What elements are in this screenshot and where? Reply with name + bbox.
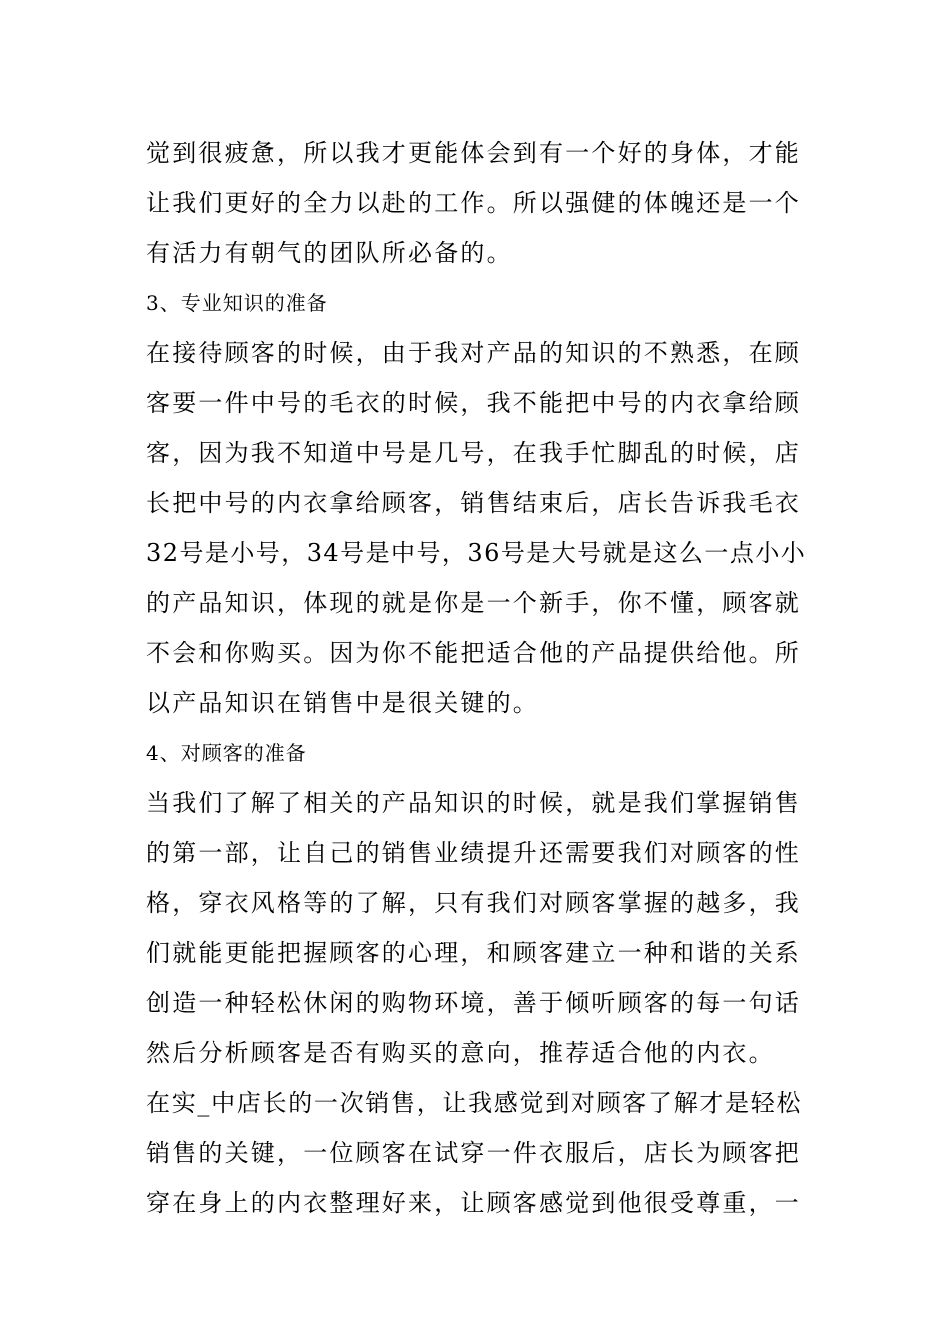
- text-line: 的第一部，让自己的销售业绩提升还需要我们对顾客的性: [146, 839, 801, 867]
- text-line: 长把中号的内衣拿给顾客，销售结束后，店长告诉我毛衣: [146, 489, 801, 517]
- text-line: 穿在身上的内衣整理好来，让顾客感觉到他很受尊重，一: [146, 1189, 801, 1217]
- text-line: 在实_中店长的一次销售，让我感觉到对顾客了解才是轻松: [146, 1089, 803, 1117]
- section-heading: 4、对顾客的准备: [146, 741, 307, 765]
- text-line: 让我们更好的全力以赴的工作。所以强健的体魄还是一个: [146, 189, 801, 217]
- text-line: 不会和你购买。因为你不能把适合他的产品提供给他。所: [146, 639, 801, 667]
- text-line: 当我们了解了相关的产品知识的时候，就是我们掌握销售: [146, 789, 801, 817]
- text-line: 觉到很疲惫，所以我才更能体会到有一个好的身体，才能: [146, 139, 801, 167]
- text-line: 在接待顾客的时候，由于我对产品的知识的不熟悉，在顾: [146, 339, 801, 367]
- text-line: 的产品知识，体现的就是你是一个新手，你不懂，顾客就: [146, 589, 801, 617]
- text-line: 客要一件中号的毛衣的时候，我不能把中号的内衣拿给顾: [146, 389, 801, 417]
- section-heading: 3、专业知识的准备: [146, 291, 328, 315]
- text-line: 客，因为我不知道中号是几号，在我手忙脚乱的时候，店: [146, 439, 801, 467]
- document-body: [146, 128, 808, 1228]
- text-line: 销售的关键，一位顾客在试穿一件衣服后，店长为顾客把: [146, 1139, 801, 1167]
- text-line: 格，穿衣风格等的了解，只有我们对顾客掌握的越多，我: [146, 889, 801, 917]
- text-line: 们就能更能把握顾客的心理，和顾客建立一种和谐的关系: [146, 939, 801, 967]
- text-line: 然后分析顾客是否有购买的意向，推荐适合他的内衣。: [146, 1039, 775, 1067]
- text-line: 创造一种轻松休闲的购物环境，善于倾听顾客的每一句话: [146, 989, 801, 1017]
- text-line: 以产品知识在销售中是很关键的。: [146, 689, 539, 717]
- text-line: 有活力有朝气的团队所必备的。: [146, 239, 513, 267]
- text-line: 32号是小号，34号是中号，36号是大号就是这么一点小小: [146, 539, 807, 567]
